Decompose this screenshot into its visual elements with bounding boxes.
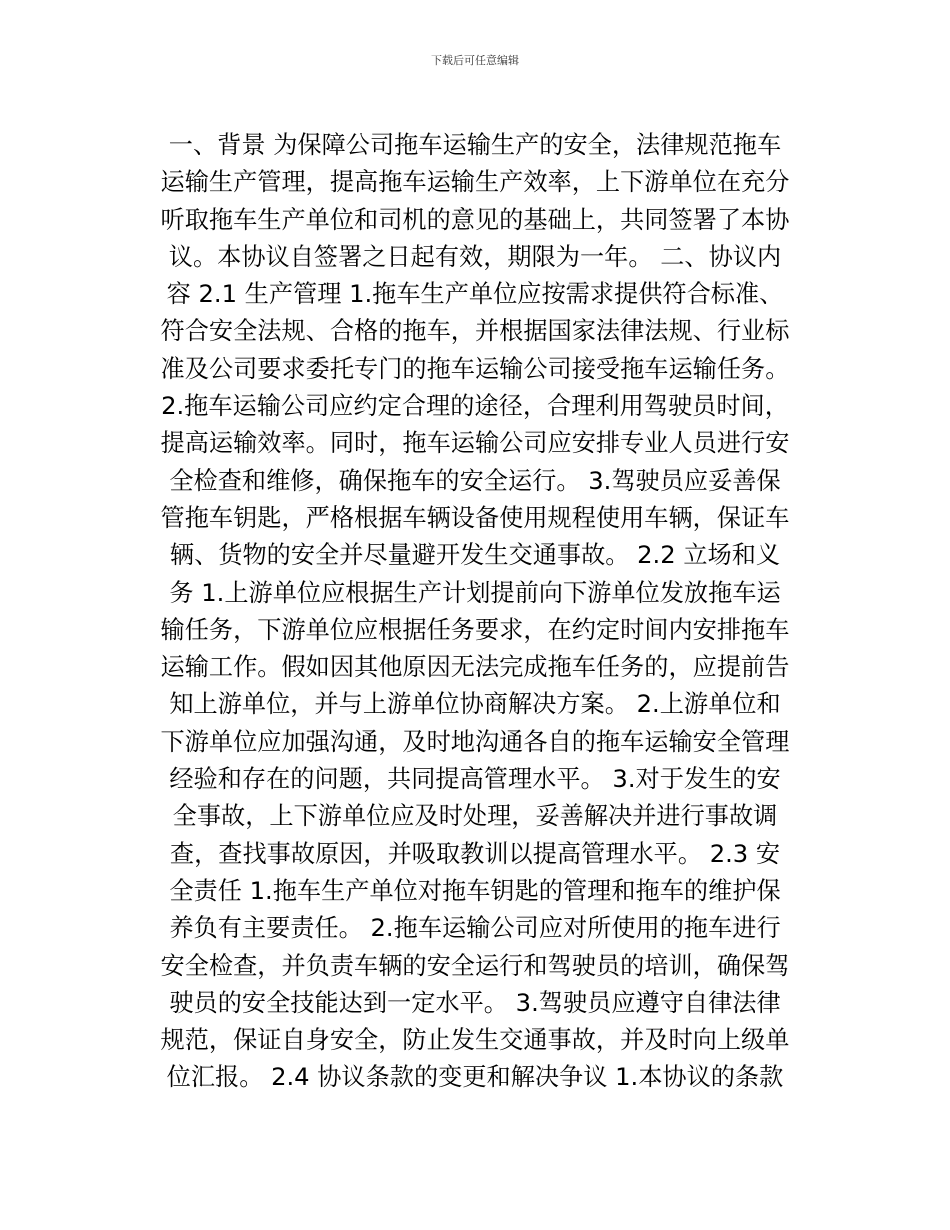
body-line: 2.拖车运输公司应约定合理的途径，合理利用驾驶员时间， — [161, 392, 789, 421]
body-line: 务 1.上游单位应根据生产计划提前向下游单位发放拖车运 — [169, 578, 781, 607]
body-line: 管拖车钥匙，严格根据车辆设备使用规程使用车辆，保证车 — [160, 503, 790, 532]
body-line: 一、背景 为保障公司拖车运输生产的安全，法律规范拖车 — [168, 131, 782, 159]
body-line: 下游单位应加强沟通，及时地沟通各自的拖车运输安全管理 — [160, 727, 790, 756]
body-line: 运输工作。假如因其他原因无法完成拖车任务的，应提前告 — [160, 653, 790, 682]
page-header-note: 下载后可任意编辑 — [431, 54, 519, 67]
body-line: 运输生产管理，提高拖车运输生产效率，上下游单位在充分 — [160, 168, 790, 197]
body-line: 辆、货物的安全并尽量避开发生交通事故。 2.2 立场和义 — [169, 541, 781, 570]
body-line: 容 2.1 生产管理 1.拖车生产单位应按需求提供符合标准、 — [166, 280, 784, 309]
body-line: 输任务，下游单位应根据任务要求，在约定时间内安排拖车 — [160, 615, 790, 644]
body-line: 规范，保证自身安全，防止发生交通事故，并及时向上级单 — [160, 1026, 790, 1055]
body-line: 查，查找事故原因，并吸取教训以提高管理水平。 2.3 安 — [169, 839, 781, 868]
body-line: 全检查和维修，确保拖车的安全运行。 3.驾驶员应妥善保 — [169, 466, 781, 495]
document-body — [108, 127, 842, 1097]
body-line: 准及公司要求委托专门的拖车运输公司接受拖车运输任务。 — [160, 354, 790, 383]
body-line: 议。本协议自签署之日起有效，期限为一年。 二、协议内 — [168, 242, 782, 271]
body-line: 全责任 1.拖车生产单位对拖车钥匙的管理和拖车的维护保 — [169, 876, 781, 905]
body-line: 经验和存在的问题，共同提高管理水平。 3.对于发生的安 — [169, 765, 781, 794]
body-line: 知上游单位，并与上游单位协商解决方案。 2.上游单位和 — [169, 690, 781, 719]
body-line: 养负有主要责任。 2.拖车运输公司应对所使用的拖车进行 — [169, 914, 781, 943]
body-line: 安全检查，并负责车辆的安全运行和驾驶员的培训，确保驾 — [160, 951, 790, 980]
body-line: 位汇报。 2.4 协议条款的变更和解决争议 1.本协议的条款 — [166, 1063, 784, 1092]
body-line: 驶员的安全技能达到一定水平。 3.驾驶员应遵守自律法律 — [169, 988, 781, 1017]
body-line: 听取拖车生产单位和司机的意见的基础上，共同签署了本协 — [160, 205, 790, 234]
body-line: 符合安全法规、合格的拖车，并根据国家法律法规、行业标 — [160, 317, 790, 346]
body-line: 提高运输效率。同时，拖车运输公司应安排专业人员进行安 — [160, 429, 790, 458]
body-line: 全事故，上下游单位应及时处理，妥善解决并进行事故调 — [172, 802, 778, 831]
